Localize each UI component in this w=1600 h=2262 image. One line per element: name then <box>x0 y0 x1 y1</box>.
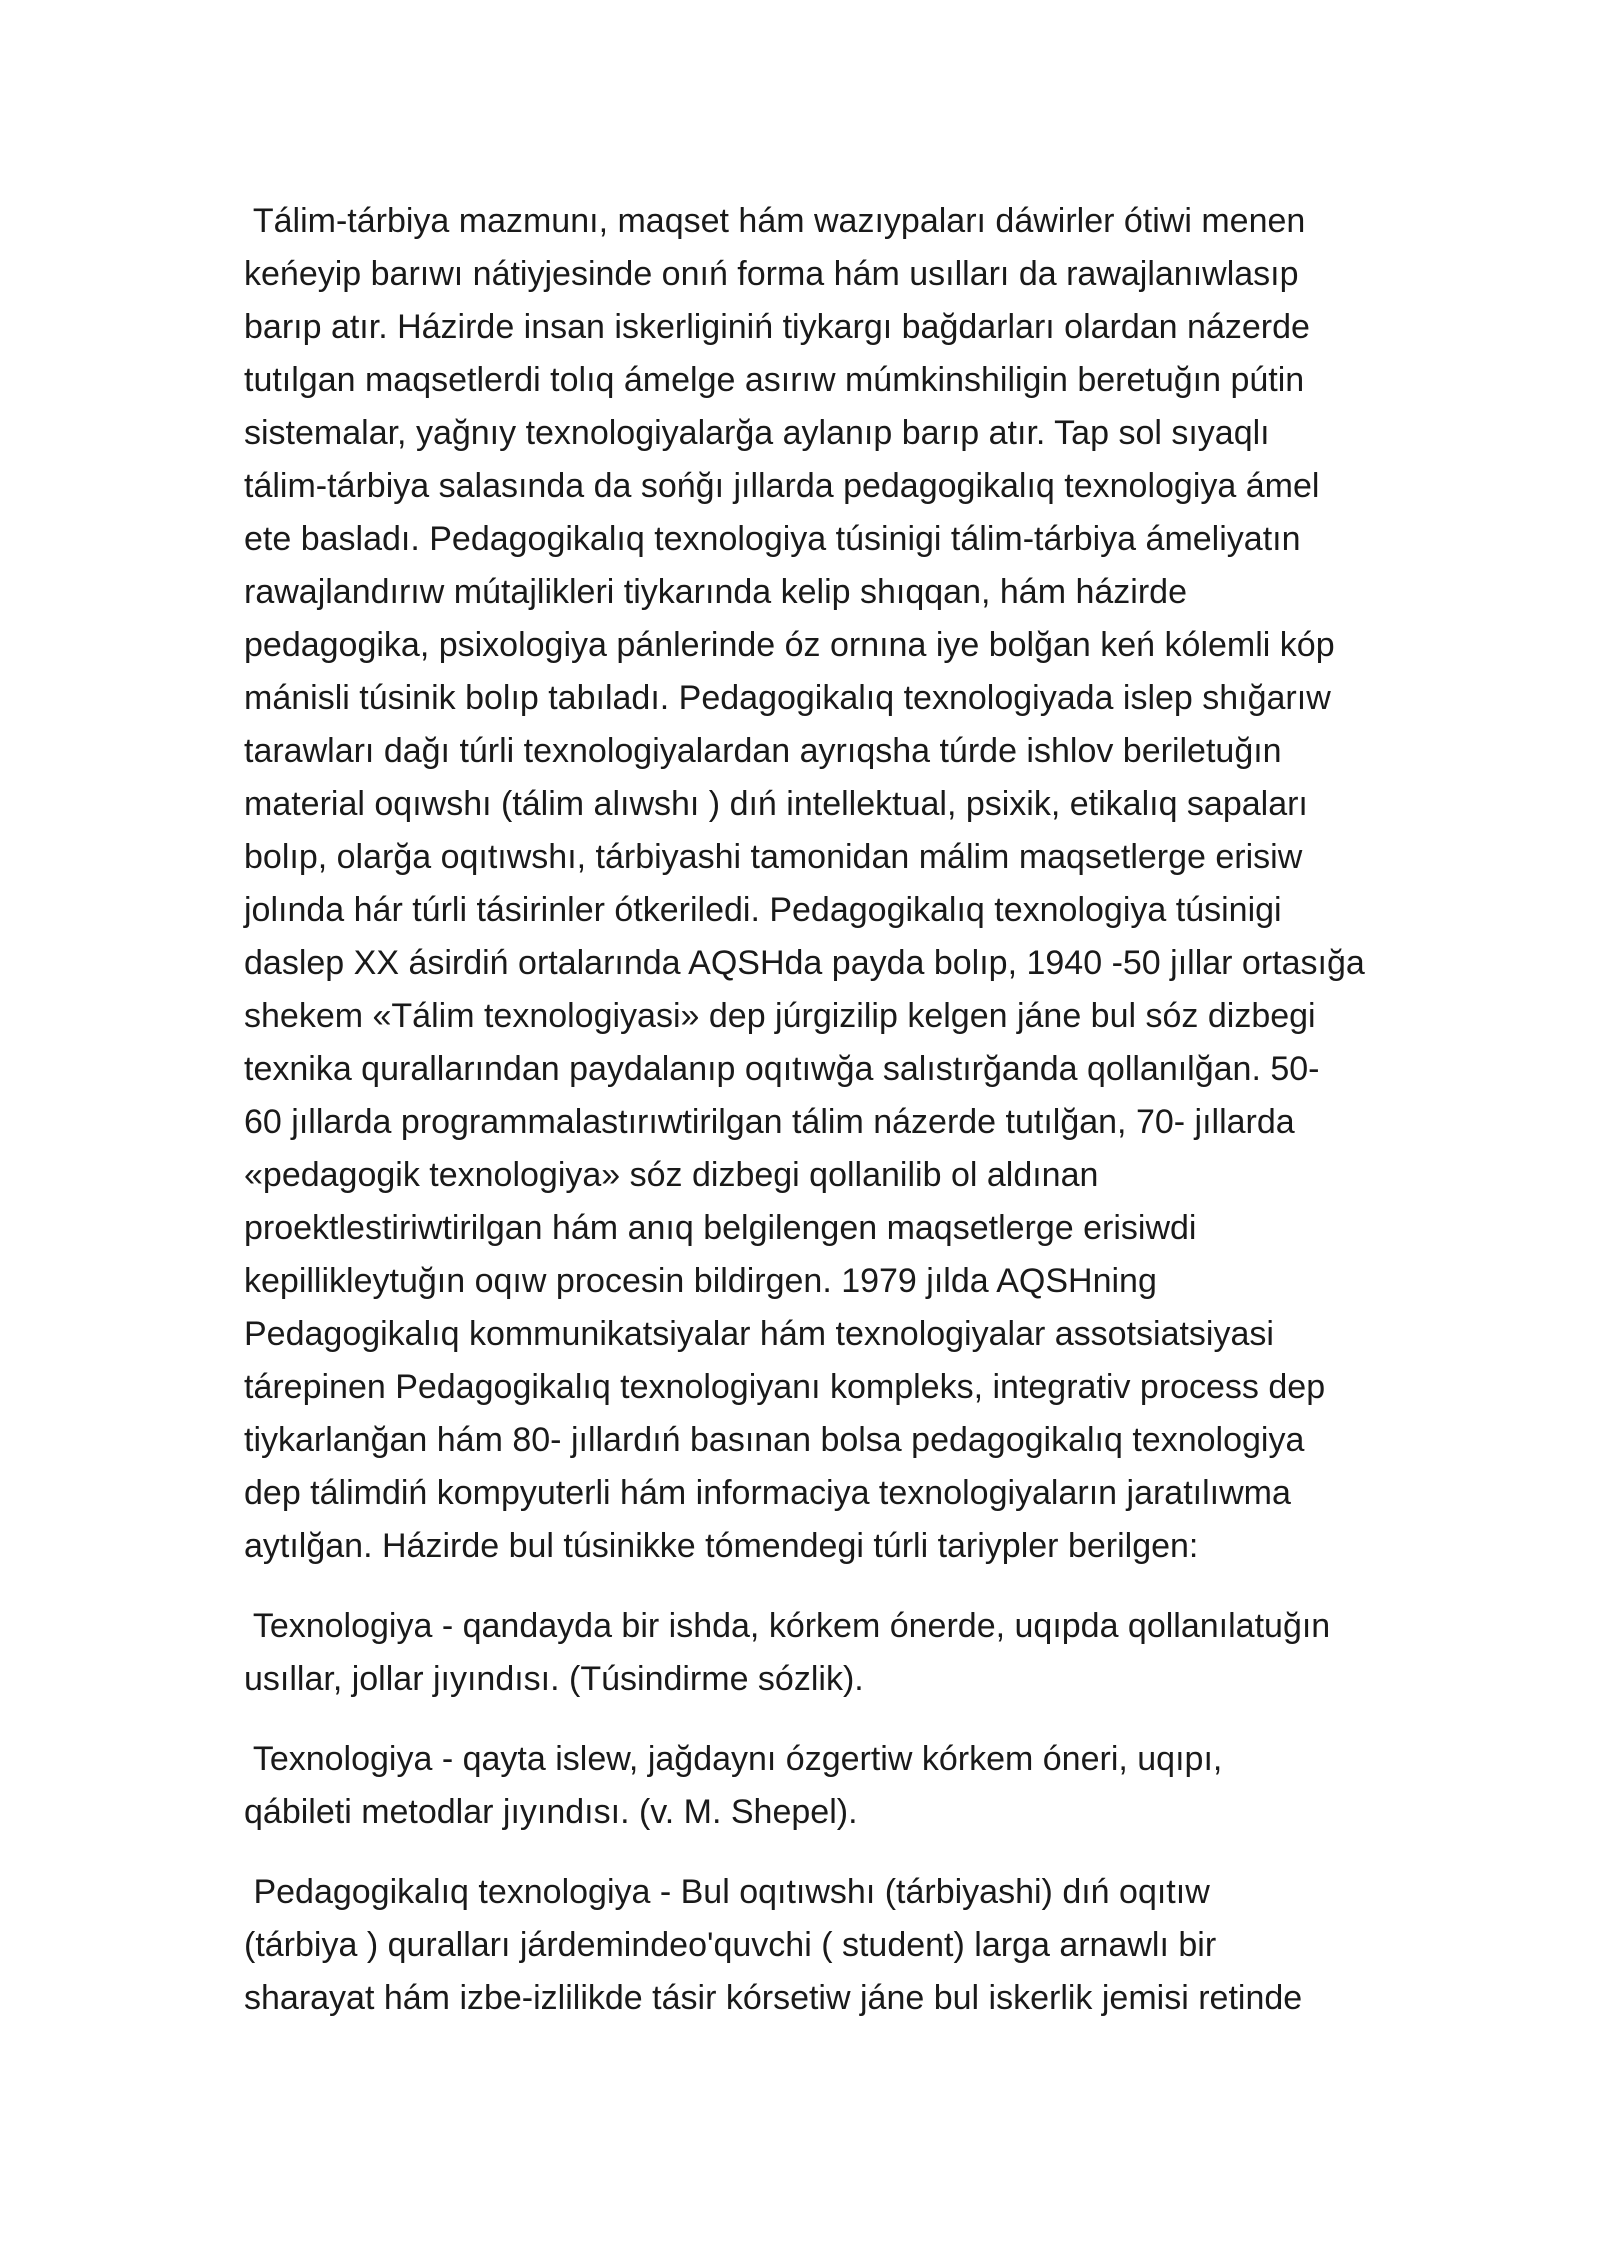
text-line: proektlestiriwtirilgan hám anıq belgilengen maqsetlerge erisiwdi <box>244 1209 1197 1247</box>
text-line: Texnologiya - qandayda bir ishda, kórkem ónerde, uqıpda qollanılatuğın <box>244 1607 1331 1645</box>
text-line: Texnologiya - qayta islew, jağdaynı ózgertiw kórkem óneri, uqıpı, <box>244 1740 1223 1778</box>
text-line: Pedagogikalıq texnologiya - Bul oqıtıwshı (tárbiyashi) dıń oqıtıw <box>244 1873 1210 1911</box>
paragraph-definition-texnologiya-1 <box>244 1600 1384 1706</box>
text-line: 60 jıllarda programmalastırıwtirilgan tálim názerde tutılğan, 70- jıllarda <box>244 1103 1295 1141</box>
text-line: sistemalar, yağnıy texnologiyalarğa aylanıp barıp atır. Tap sol sıyaqlı <box>244 414 1270 452</box>
text-line: ete basladı. Pedagogikalıq texnologiya túsinigi tálim-tárbiya ámeliyatın <box>244 520 1301 558</box>
text-line: tarawları dağı túrli texnologiyalardan ayrıqsha túrde ishlov beriletuğın <box>244 732 1282 770</box>
text-line: shekem «Tálim texnologiyasi» dep júrgizilip kelgen jáne bul sóz dizbegi <box>244 997 1316 1035</box>
text-line: «pedagogik texnologiya» sóz dizbegi qollanilib ol aldınan <box>244 1156 1099 1194</box>
text-line: (tárbiya ) quralları járdemindeo'quvchi ( student) larga arnawlı bir <box>244 1926 1217 1964</box>
text-line: rawajlandırıw mútajlikleri tiykarında kelip shıqqan, hám házirde <box>244 573 1187 611</box>
document-body <box>244 195 1384 2025</box>
text-line: tiykarlanğan hám 80- jıllardıń basınan bolsa pedagogikalıq texnologiya <box>244 1421 1305 1459</box>
text-line: material oqıwshı (tálim alıwshı ) dıń intellektual, psixik, etikalıq sapaları <box>244 785 1308 823</box>
paragraph-definition-texnologiya-2 <box>244 1733 1384 1839</box>
text-line: usıllar, jollar jıyındısı. (Túsindirme sózlik). <box>244 1660 864 1698</box>
text-line: jolında hár túrli tásirinler ótkeriledi. Pedagogikalıq texnologiya túsinigi <box>244 891 1282 929</box>
text-line: pedagogika, psixologiya pánlerinde óz ornına iye bolğan keń kólemli kóp <box>244 626 1335 664</box>
text-line: dep tálimdiń kompyuterli hám informaciya texnologiyaların jaratılıwma <box>244 1474 1291 1512</box>
text-line: tárepinen Pedagogikalıq texnologiyanı kompleks, integrativ process dep <box>244 1368 1326 1406</box>
text-line: texnika qurallarından paydalanıp oqıtıwğa salıstırğanda qollanılğan. 50- <box>244 1050 1320 1088</box>
text-line: Pedagogikalıq kommunikatsiyalar hám texnologiyalar assotsiatsiyasi <box>244 1315 1274 1353</box>
text-line: qábileti metodlar jıyındısı. (v. M. Shepel). <box>244 1793 858 1831</box>
text-line: Tálim-tárbiya mazmunı, maqset hám wazıypaları dáwirler ótiwi menen <box>244 202 1306 240</box>
text-line: daslep XX ásirdiń ortalarında AQSHda payda bolıp, 1940 -50 jıllar ortasığa <box>244 944 1365 982</box>
text-line: keńeyip barıwı nátiyjesinde onıń forma hám usılları da rawajlanıwlasıp <box>244 255 1299 293</box>
text-line: tutılgan maqsetlerdi tolıq ámelge asırıw múmkinshiligin beretuğın pútin <box>244 361 1305 399</box>
text-line: mánisli túsinik bolıp tabıladı. Pedagogikalıq texnologiyada islep shığarıw <box>244 679 1331 717</box>
text-line: sharayat hám izbe-izlilikde tásir kórsetiw jáne bul iskerlik jemisi retinde <box>244 1979 1303 2017</box>
text-line: kepillikleytuğın oqıw procesin bildirgen. 1979 jılda AQSHning <box>244 1262 1157 1300</box>
text-line: bolıp, olarğa oqıtıwshı, tárbiyashi tamonidan málim maqsetlerge erisiw <box>244 838 1303 876</box>
text-line: tálim-tárbiya salasında da sońğı jıllarda pedagogikalıq texnologiya ámel <box>244 467 1320 505</box>
paragraph-intro <box>244 195 1384 1573</box>
text-line: aytılğan. Házirde bul túsinikke tómendegi túrli tariypler berilgen: <box>244 1527 1199 1565</box>
text-line: barıp atır. Házirde insan iskerliginiń tiykargı bağdarları olardan názerde <box>244 308 1310 346</box>
paragraph-definition-pedagogikaliq <box>244 1866 1384 2025</box>
